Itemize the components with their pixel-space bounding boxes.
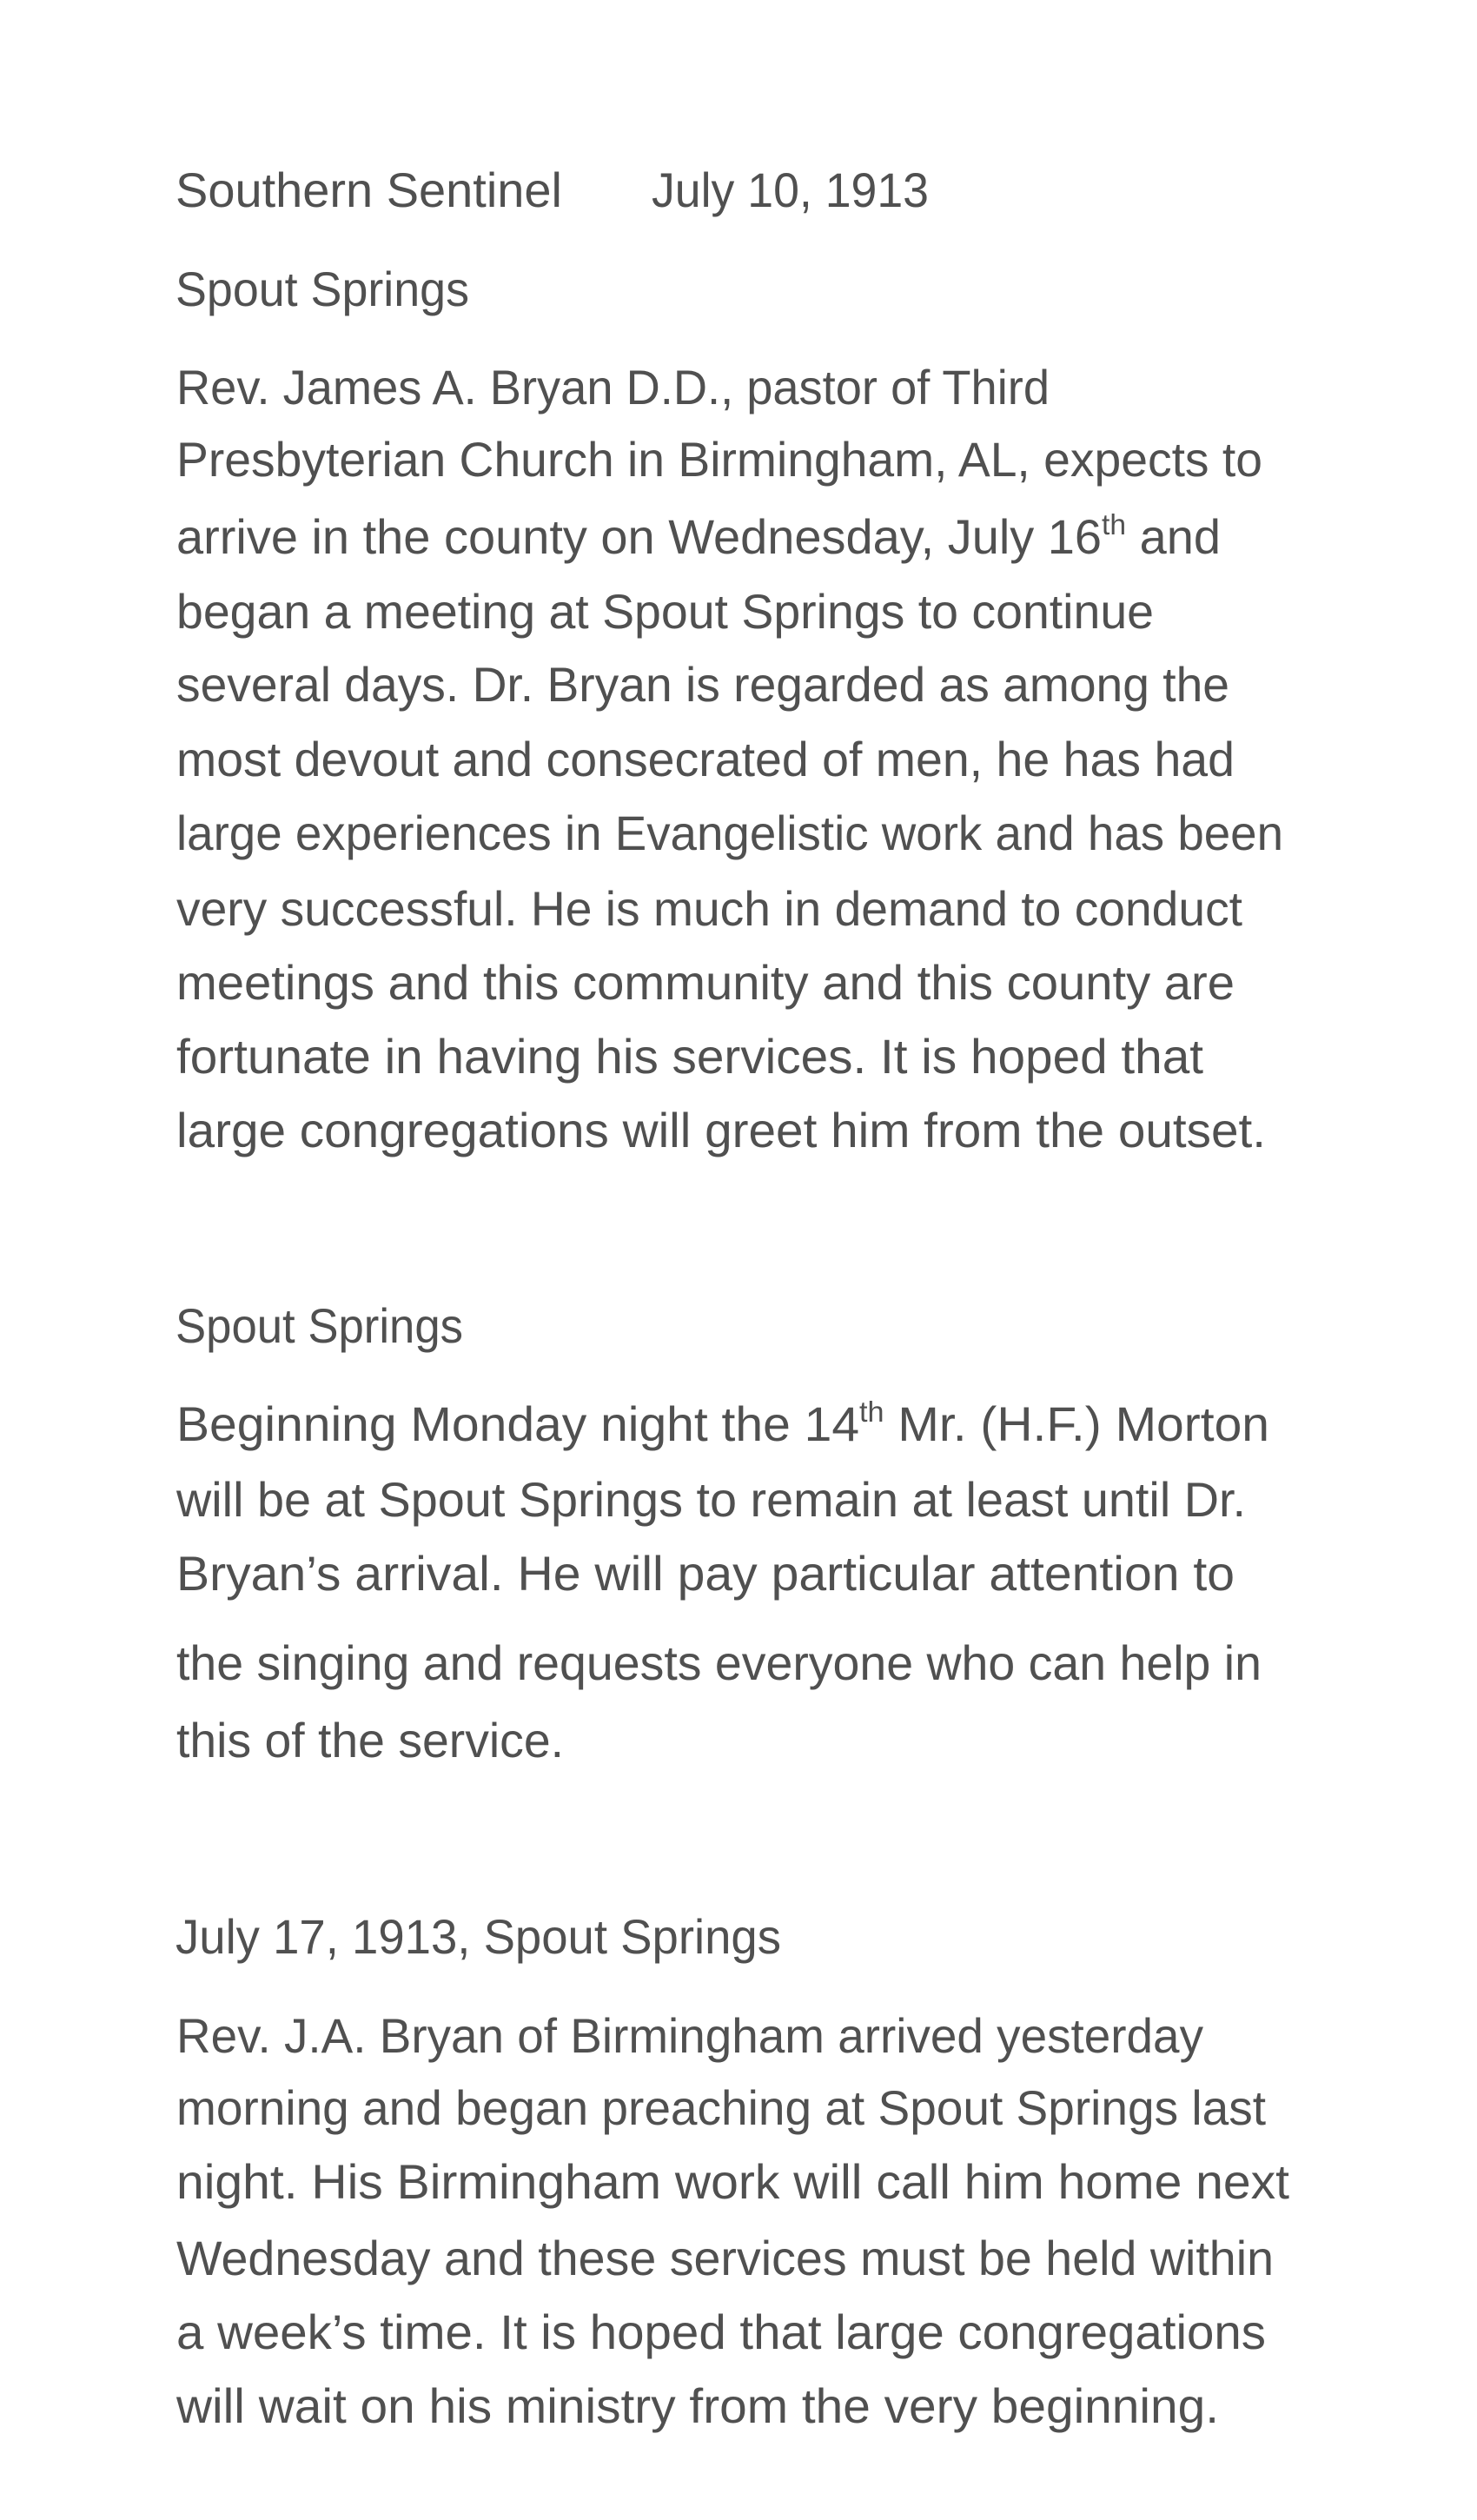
article-1-line: Rev. James A. Bryan D.D., pastor of Third [176,359,1050,414]
article-2-title: Spout Springs [176,1297,463,1353]
article-3-line: morning and began preaching at Spout Springs last [176,2079,1266,2135]
article-1-line: large congregations will greet him from the outset. [176,1102,1266,1157]
article-3-title: July 17, 1913, Spout Springs [176,1908,781,1964]
publication-name: Southern Sentinel [176,162,562,217]
article-1-line: meetings and this community and this county are [176,954,1235,1010]
article-2-line: Bryan’s arrival. He will pay particular attention to [176,1545,1235,1601]
publication-date: July 10, 1913 [652,162,929,217]
ordinal-superscript: th [859,1396,884,1429]
article-1-line: fortunate in having his services. It is hoped that [176,1028,1203,1084]
article-3-line: will wait on his ministry from the very beginning. [176,2377,1219,2433]
article-2-line: this of the service. [176,1712,564,1767]
article-2-line: Beginning Monday night the 14th Mr. (H.F.) Morton [176,1396,1269,1451]
article-1-line: Presbyterian Church in Birmingham, AL, expects to [176,431,1262,487]
article-1-line: arrive in the county on Wednesday, July 16th and [176,508,1221,564]
article-2-line: will be at Spout Springs to remain at least until Dr. [176,1471,1246,1527]
article-1-line: large experiences in Evangelistic work and has been [176,805,1283,860]
article-1-title: Spout Springs [176,261,469,316]
article-3-line: night. His Birmingham work will call him home next [176,2153,1289,2209]
article-1-line: several days. Dr. Bryan is regarded as among the [176,656,1229,712]
article-3-line: a week’s time. It is hoped that large congregations [176,2304,1266,2359]
article-3-line: Wednesday and these services must be held within [176,2230,1274,2285]
article-1-line: began a meeting at Spout Springs to continue [176,583,1154,639]
article-2-line: the singing and requests everyone who can help in [176,1635,1262,1690]
ordinal-superscript: th [1102,509,1127,542]
article-1-line: most devout and consecrated of men, he has had [176,731,1235,786]
article-3-line: Rev. J.A. Bryan of Birmingham arrived yesterday [176,2007,1203,2063]
article-1-line: very successful. He is much in demand to conduct [176,880,1242,936]
